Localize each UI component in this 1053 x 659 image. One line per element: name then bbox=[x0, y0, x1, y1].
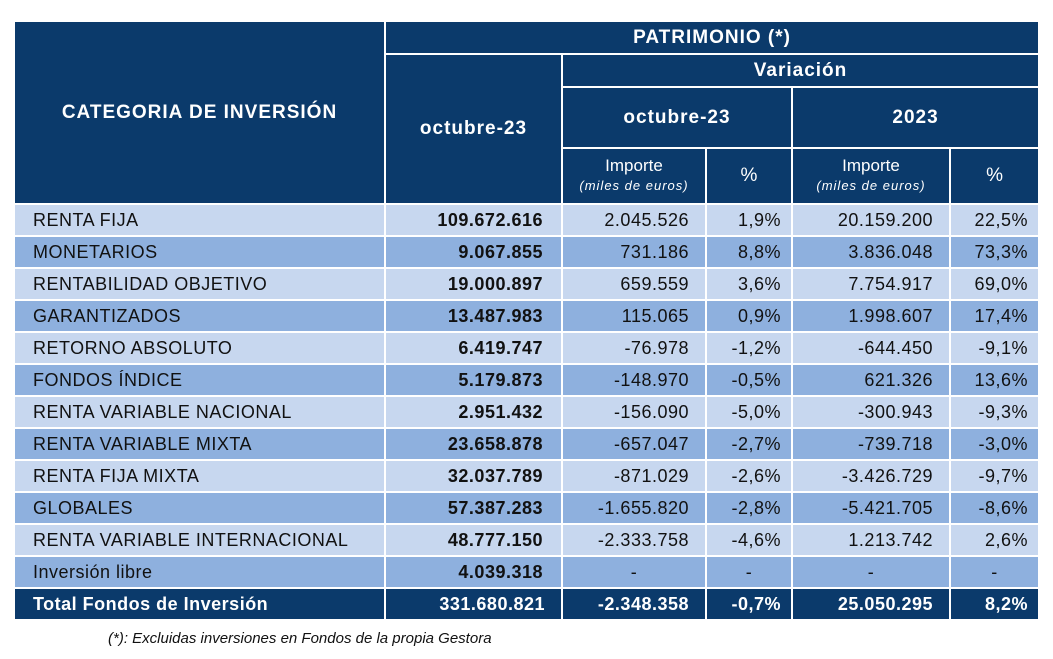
row-patrimonio: 4.039.318 bbox=[385, 556, 562, 588]
row-pct-month: 0,9% bbox=[706, 300, 792, 332]
total-patrimonio: 331.680.821 bbox=[385, 588, 562, 620]
row-patrimonio: 109.672.616 bbox=[385, 204, 562, 236]
row-imp-month: - bbox=[562, 556, 706, 588]
row-category-name: RENTA FIJA MIXTA bbox=[14, 460, 385, 492]
table-row bbox=[14, 364, 1039, 396]
row-category-name: RENTA VARIABLE NACIONAL bbox=[14, 396, 385, 428]
row-pct-month: -1,2% bbox=[706, 332, 792, 364]
row-patrimonio: 32.037.789 bbox=[385, 460, 562, 492]
row-category-name: RENTABILIDAD OBJETIVO bbox=[14, 268, 385, 300]
importe-unit-label: (miles de euros) bbox=[579, 178, 689, 193]
total-imp-year: 25.050.295 bbox=[792, 588, 950, 620]
row-imp-year: 1.998.607 bbox=[792, 300, 950, 332]
row-pct-year: - bbox=[950, 556, 1039, 588]
row-pct-month: 1,9% bbox=[706, 204, 792, 236]
row-category-name: RENTA VARIABLE INTERNACIONAL bbox=[14, 524, 385, 556]
current-month-header: octubre-23 bbox=[385, 54, 562, 204]
table-row bbox=[14, 268, 1039, 300]
row-imp-month: -1.655.820 bbox=[562, 492, 706, 524]
row-imp-year: -644.450 bbox=[792, 332, 950, 364]
table-row bbox=[14, 204, 1039, 236]
row-category-name: RENTA VARIABLE MIXTA bbox=[14, 428, 385, 460]
pct-month-header: % bbox=[706, 148, 792, 204]
total-imp-month: -2.348.358 bbox=[562, 588, 706, 620]
row-imp-month: -148.970 bbox=[562, 364, 706, 396]
row-patrimonio: 6.419.747 bbox=[385, 332, 562, 364]
row-pct-year: 22,5% bbox=[950, 204, 1039, 236]
row-patrimonio: 5.179.873 bbox=[385, 364, 562, 396]
row-patrimonio: 2.951.432 bbox=[385, 396, 562, 428]
row-imp-month: 2.045.526 bbox=[562, 204, 706, 236]
footnote: (*): Excluidas inversiones en Fondos de la propia Gestora bbox=[108, 630, 492, 647]
row-pct-month: 3,6% bbox=[706, 268, 792, 300]
row-category-name: GLOBALES bbox=[14, 492, 385, 524]
row-category-name: RETORNO ABSOLUTO bbox=[14, 332, 385, 364]
row-imp-year: - bbox=[792, 556, 950, 588]
importe-month-header bbox=[562, 148, 706, 204]
variation-header: Variación bbox=[562, 54, 1039, 87]
row-patrimonio: 9.067.855 bbox=[385, 236, 562, 268]
importe-label: Importe bbox=[605, 156, 663, 175]
row-category-name: RENTA FIJA bbox=[14, 204, 385, 236]
row-patrimonio: 57.387.283 bbox=[385, 492, 562, 524]
row-patrimonio: 19.000.897 bbox=[385, 268, 562, 300]
table-row bbox=[14, 556, 1039, 588]
total-row bbox=[14, 588, 1039, 620]
pct-year-header: % bbox=[950, 148, 1039, 204]
fund-assets-table bbox=[13, 20, 1040, 621]
row-imp-year: -739.718 bbox=[792, 428, 950, 460]
row-imp-year: -5.421.705 bbox=[792, 492, 950, 524]
table-row bbox=[14, 428, 1039, 460]
row-pct-month: 8,8% bbox=[706, 236, 792, 268]
variation-month-header: octubre-23 bbox=[562, 87, 792, 148]
row-imp-month: 659.559 bbox=[562, 268, 706, 300]
row-pct-year: -9,3% bbox=[950, 396, 1039, 428]
table-row bbox=[14, 396, 1039, 428]
row-pct-month: -5,0% bbox=[706, 396, 792, 428]
table-row bbox=[14, 460, 1039, 492]
row-pct-year: 13,6% bbox=[950, 364, 1039, 396]
row-pct-year: -9,1% bbox=[950, 332, 1039, 364]
row-imp-month: 731.186 bbox=[562, 236, 706, 268]
row-imp-year: 1.213.742 bbox=[792, 524, 950, 556]
total-pct-year: 8,2% bbox=[950, 588, 1039, 620]
variation-year-header: 2023 bbox=[792, 87, 1039, 148]
row-imp-year: 7.754.917 bbox=[792, 268, 950, 300]
importe-year-header bbox=[792, 148, 950, 204]
row-pct-month: -2,7% bbox=[706, 428, 792, 460]
importe-label: Importe bbox=[842, 156, 900, 175]
row-imp-month: 115.065 bbox=[562, 300, 706, 332]
total-pct-month: -0,7% bbox=[706, 588, 792, 620]
row-pct-month: -2,6% bbox=[706, 460, 792, 492]
row-imp-year: -3.426.729 bbox=[792, 460, 950, 492]
table-row bbox=[14, 236, 1039, 268]
row-patrimonio: 23.658.878 bbox=[385, 428, 562, 460]
row-patrimonio: 13.487.983 bbox=[385, 300, 562, 332]
row-imp-year: 621.326 bbox=[792, 364, 950, 396]
row-imp-year: 3.836.048 bbox=[792, 236, 950, 268]
row-imp-month: -657.047 bbox=[562, 428, 706, 460]
row-patrimonio: 48.777.150 bbox=[385, 524, 562, 556]
row-pct-year: -3,0% bbox=[950, 428, 1039, 460]
row-category-name: MONETARIOS bbox=[14, 236, 385, 268]
table-row bbox=[14, 492, 1039, 524]
row-category-name: FONDOS ÍNDICE bbox=[14, 364, 385, 396]
row-pct-year: -8,6% bbox=[950, 492, 1039, 524]
table-body bbox=[14, 204, 1039, 588]
row-pct-month: - bbox=[706, 556, 792, 588]
row-pct-year: -9,7% bbox=[950, 460, 1039, 492]
row-pct-year: 2,6% bbox=[950, 524, 1039, 556]
total-name: Total Fondos de Inversión bbox=[14, 588, 385, 620]
row-pct-year: 17,4% bbox=[950, 300, 1039, 332]
row-pct-year: 69,0% bbox=[950, 268, 1039, 300]
row-category-name: Inversión libre bbox=[14, 556, 385, 588]
category-header: CATEGORIA DE INVERSIÓN bbox=[14, 21, 385, 204]
row-pct-year: 73,3% bbox=[950, 236, 1039, 268]
row-pct-month: -4,6% bbox=[706, 524, 792, 556]
importe-unit-label: (miles de euros) bbox=[816, 178, 926, 193]
table-row bbox=[14, 332, 1039, 364]
row-category-name: GARANTIZADOS bbox=[14, 300, 385, 332]
patrimonio-header: PATRIMONIO (*) bbox=[385, 21, 1039, 54]
row-imp-month: -156.090 bbox=[562, 396, 706, 428]
row-imp-year: -300.943 bbox=[792, 396, 950, 428]
row-pct-month: -2,8% bbox=[706, 492, 792, 524]
row-imp-month: -2.333.758 bbox=[562, 524, 706, 556]
table-row bbox=[14, 300, 1039, 332]
row-imp-month: -871.029 bbox=[562, 460, 706, 492]
row-imp-month: -76.978 bbox=[562, 332, 706, 364]
table-row bbox=[14, 524, 1039, 556]
row-pct-month: -0,5% bbox=[706, 364, 792, 396]
row-imp-year: 20.159.200 bbox=[792, 204, 950, 236]
